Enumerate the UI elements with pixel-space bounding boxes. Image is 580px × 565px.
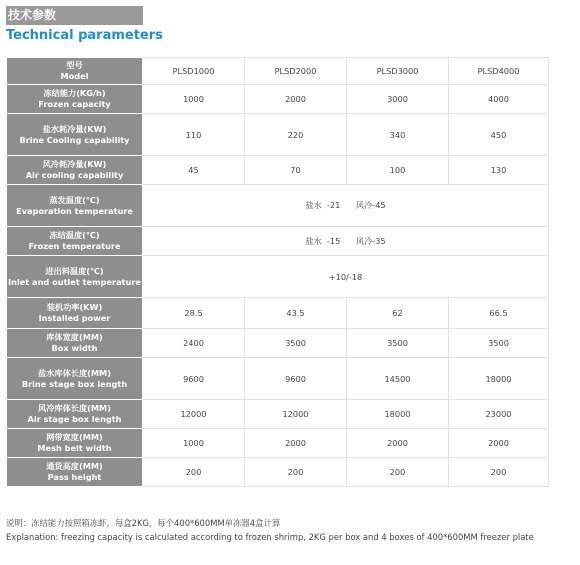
label-cn: 风冷库体长度(MM) [38, 403, 111, 413]
model-cell: PLSD4000 [449, 58, 549, 85]
table-row [7, 358, 549, 400]
label-cn: 盐水库体长度(MM) [38, 367, 111, 378]
row-label [7, 58, 143, 85]
label-en: Mesh belt width [37, 443, 112, 453]
value-cell: 14500 [347, 358, 449, 400]
merged-value-cell: 盐水 -21 风冷-45 [143, 185, 549, 227]
row-label [7, 85, 143, 114]
label-en: Brine stage box length [21, 378, 128, 389]
explanation-notes [6, 516, 534, 544]
value-cell: 110 [143, 114, 245, 156]
value-cell: 2000 [347, 429, 449, 458]
table-row [7, 400, 549, 429]
label-cn: 蒸发温度(℃) [49, 194, 100, 205]
value-cell: 3500 [245, 329, 347, 358]
value-cell: 200 [449, 458, 549, 487]
label-en: Air stage box length [27, 414, 122, 424]
label-cn: 盐水耗冷量(KW) [42, 123, 107, 134]
value-cell: 4000 [449, 85, 549, 114]
table-row [7, 85, 549, 114]
value-cell: 18000 [449, 358, 549, 400]
value-cell: 43.5 [245, 298, 347, 329]
row-label [7, 458, 143, 487]
value-cell: 3000 [347, 85, 449, 114]
value-cell: 2000 [245, 429, 347, 458]
note-chinese: 说明：冻结能力按照箱冻虾，每盒2KG，每个400*600MM单冻器4盒计算 [6, 518, 281, 528]
value-cell: 100 [347, 156, 449, 185]
value-cell: 2000 [245, 85, 347, 114]
table-row [7, 227, 549, 256]
value-cell: 200 [347, 458, 449, 487]
label-cn: 进出料温度(℃) [45, 265, 104, 276]
row-label [7, 400, 143, 429]
row-label [7, 156, 143, 185]
value-cell: 2400 [143, 329, 245, 358]
table-row [7, 156, 549, 185]
label-cn: 风冷耗冷量(KW) [42, 159, 107, 169]
table-row [7, 185, 549, 227]
label-en: Inlet and outlet temperature [8, 276, 141, 287]
table-row [7, 114, 549, 156]
label-cn: 通货高度(MM) [46, 461, 103, 471]
table-row [7, 458, 549, 487]
technical-parameters-table [6, 57, 549, 487]
value-cell: 130 [449, 156, 549, 185]
row-label [7, 358, 143, 400]
value-cell: 66.5 [449, 298, 549, 329]
value-cell: 9600 [143, 358, 245, 400]
value-cell: 200 [143, 458, 245, 487]
table-row [7, 256, 549, 298]
label-en: Pass height [47, 472, 102, 482]
value-cell: 1000 [143, 85, 245, 114]
merged-value-cell: +10/-18 [143, 256, 549, 298]
label-en: Evaporation temperature [16, 205, 133, 216]
value-cell: 3500 [449, 329, 549, 358]
label-cn: 装机功率(KW) [46, 302, 103, 312]
label-en: Frozen capacity [38, 99, 111, 109]
heading-english: Technical parameters [6, 28, 163, 43]
value-cell: 18000 [347, 400, 449, 429]
model-cell: PLSD1000 [143, 58, 245, 85]
value-cell: 220 [245, 114, 347, 156]
value-cell: 9600 [245, 358, 347, 400]
table-row [7, 58, 549, 85]
label-cn: 型号 [66, 60, 83, 70]
value-cell: 28.5 [143, 298, 245, 329]
label-en: Frozen temperature [28, 241, 121, 251]
label-en: Installed power [38, 313, 111, 323]
label-en: Brine Cooling capability [19, 134, 130, 145]
label-cn: 网带宽度(MM) [46, 432, 103, 442]
value-cell: 1000 [143, 429, 245, 458]
row-label [7, 298, 143, 329]
heading-chinese: 技术参数 [6, 6, 143, 25]
value-cell: 23000 [449, 400, 549, 429]
value-cell: 12000 [143, 400, 245, 429]
table-row [7, 298, 549, 329]
note-english: Explanation: freezing capacity is calculated according to frozen shrimp, 2KG per box and 4 boxes of 400*600MM freezer plate [6, 532, 534, 542]
value-cell: 62 [347, 298, 449, 329]
value-cell: 340 [347, 114, 449, 156]
model-cell: PLSD2000 [245, 58, 347, 85]
row-label [7, 429, 143, 458]
row-label [7, 329, 143, 358]
table-row [7, 329, 549, 358]
table-row [7, 429, 549, 458]
row-label [7, 256, 143, 298]
row-label [7, 114, 143, 156]
row-label [7, 185, 143, 227]
label-cn: 库体宽度(MM) [46, 332, 103, 342]
row-label [7, 227, 143, 256]
model-cell: PLSD3000 [347, 58, 449, 85]
value-cell: 45 [143, 156, 245, 185]
value-cell: 70 [245, 156, 347, 185]
label-en: Model [60, 71, 89, 81]
value-cell: 200 [245, 458, 347, 487]
value-cell: 3500 [347, 329, 449, 358]
value-cell: 12000 [245, 400, 347, 429]
section-heading [6, 6, 163, 45]
label-cn: 冻结能力(KG/h) [43, 88, 106, 98]
label-cn: 冻结温度(℃) [49, 230, 100, 240]
merged-value-cell: 盐水 -15 风冷-35 [143, 227, 549, 256]
label-en: Air cooling capability [25, 170, 124, 180]
value-cell: 450 [449, 114, 549, 156]
label-en: Box width [51, 343, 98, 353]
value-cell: 2000 [449, 429, 549, 458]
